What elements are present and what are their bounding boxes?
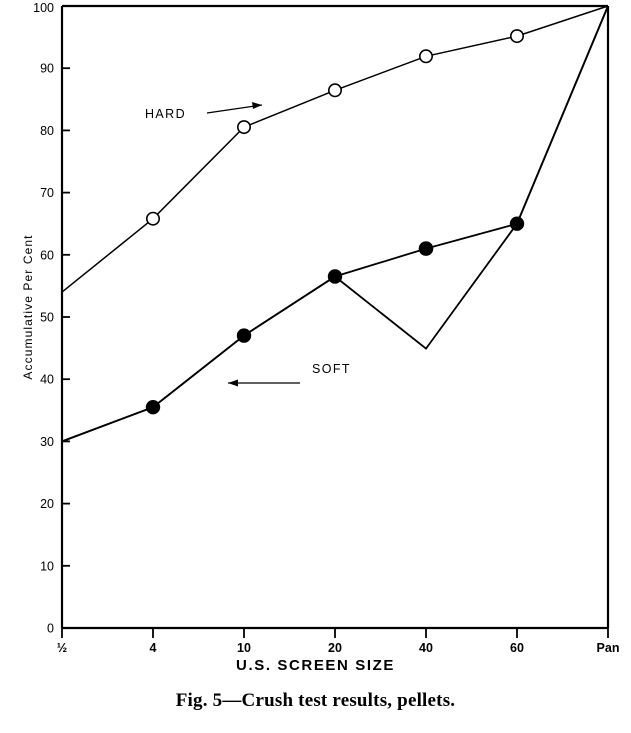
data-point-hard: [420, 50, 432, 62]
series-hard: [62, 6, 608, 292]
y-tick-label: 60: [40, 248, 54, 263]
data-point-soft: [420, 242, 433, 255]
y-tick-label: 10: [40, 559, 54, 574]
data-point-hard: [147, 213, 159, 225]
data-point-hard: [511, 30, 523, 42]
x-tick-label: 60: [510, 641, 524, 655]
y-axis-ticks: [62, 6, 70, 628]
annotation-soft-label: SOFT: [312, 362, 351, 376]
x-tick-label: 40: [419, 641, 433, 655]
x-axis-ticks: [62, 628, 608, 638]
y-tick-label: 40: [40, 372, 54, 387]
x-tick-label: 20: [328, 641, 342, 655]
y-tick-label: 30: [40, 434, 54, 449]
data-point-hard: [329, 84, 341, 96]
figure-caption: Fig. 5—Crush test results, pellets.: [175, 690, 456, 711]
x-axis-tick-labels: [57, 641, 620, 655]
x-axis-title: U.S. SCREEN SIZE: [236, 657, 395, 674]
annotation-hard: [145, 102, 262, 121]
y-axis-tick-labels: [33, 1, 54, 636]
y-axis-title: Accumulative Per Cent: [21, 234, 35, 380]
series-soft: [62, 6, 608, 441]
x-tick-label: 4: [149, 641, 157, 655]
y-tick-label: 50: [40, 310, 54, 325]
data-point-hard: [238, 121, 250, 133]
y-tick-label: 100: [33, 1, 54, 15]
series-soft-line: [62, 6, 608, 441]
y-tick-label: 0: [47, 621, 54, 636]
x-tick-label: ½: [56, 641, 68, 655]
x-tick-label: Pan: [596, 641, 620, 655]
y-tick-label: 90: [40, 61, 54, 76]
annotation-hard-label: HARD: [145, 107, 187, 121]
x-tick-label: 10: [237, 641, 251, 655]
annotation-soft: [228, 362, 351, 387]
y-tick-label: 80: [40, 123, 54, 138]
y-tick-label: 20: [40, 497, 54, 512]
axes-frame: [62, 6, 608, 628]
y-tick-label: 70: [40, 186, 54, 201]
